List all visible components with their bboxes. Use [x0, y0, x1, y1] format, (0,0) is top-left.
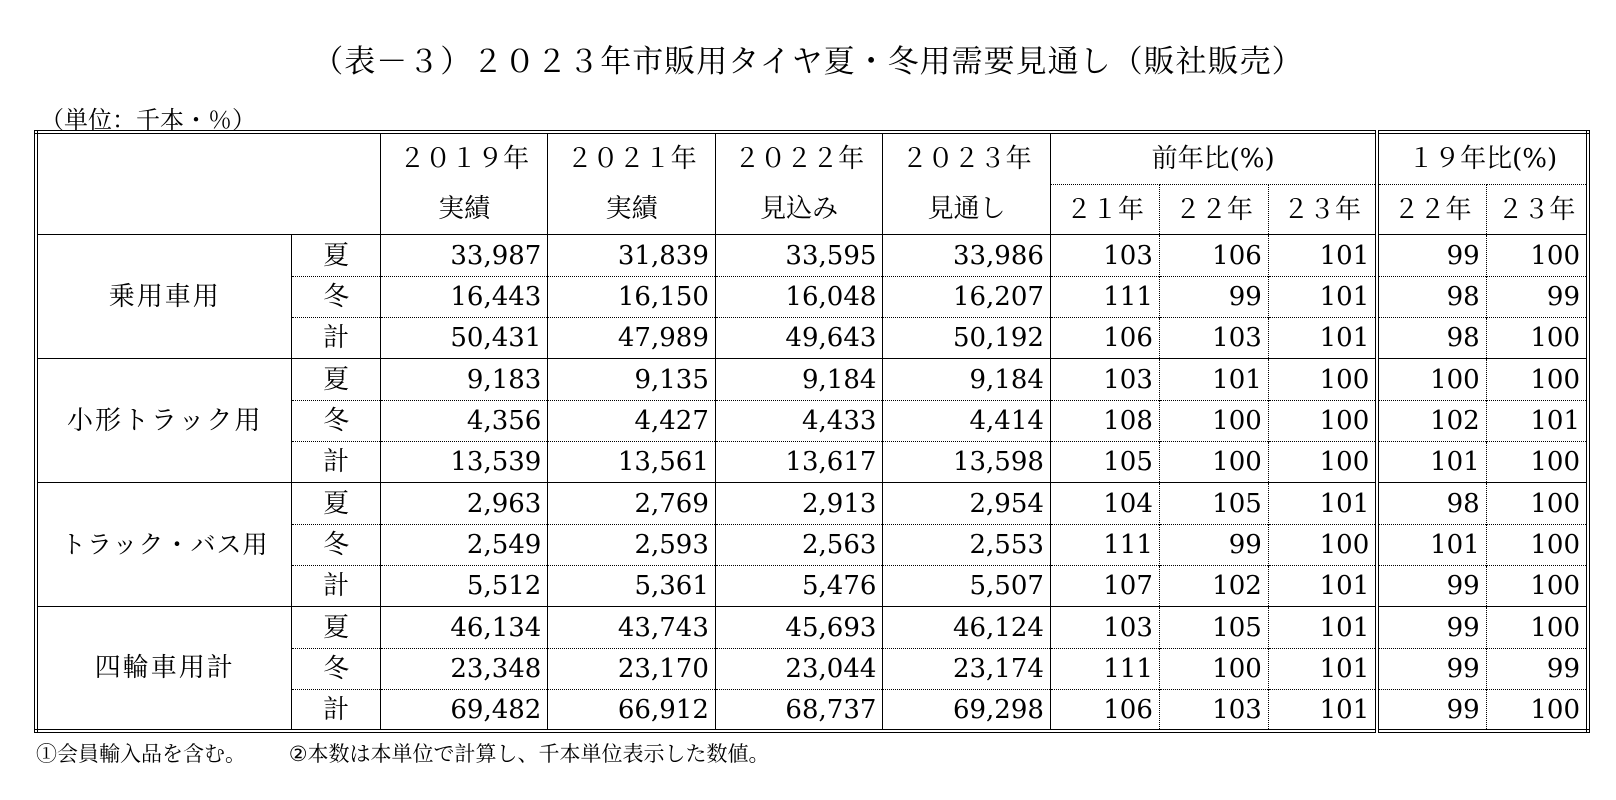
table-cell: 101 — [1268, 318, 1377, 359]
table-cell: 100 — [1268, 400, 1377, 441]
page-title: （表－３）２０２３年市販用タイヤ夏・冬用需要見通し（販社販売） — [312, 44, 1304, 80]
table-cell: 100 — [1486, 690, 1588, 731]
table-cell: 16,150 — [548, 276, 716, 317]
unit-label: （単位：千本・％） — [40, 106, 256, 134]
table-cell: 2,913 — [715, 483, 883, 524]
table-cell: 49,643 — [715, 318, 883, 359]
table-body — [36, 132, 1588, 731]
table-cell: 23,044 — [715, 648, 883, 689]
table-cell: 98 — [1377, 318, 1486, 359]
table-cell: 2,963 — [380, 483, 548, 524]
table-cell: 4,433 — [715, 400, 883, 441]
table-cell: 103 — [1050, 235, 1159, 276]
table-cell: 100 — [1486, 483, 1588, 524]
table-cell: 101 — [1377, 524, 1486, 565]
table-cell: 111 — [1050, 276, 1159, 317]
table-cell: 5,512 — [380, 566, 548, 607]
table-cell: 9,183 — [380, 359, 548, 400]
table-cell: 5,507 — [883, 566, 1051, 607]
header-yoy-21: ２１年 — [1050, 184, 1159, 235]
table-cell: 45,693 — [715, 607, 883, 648]
table-cell: 4,427 — [548, 400, 716, 441]
table-cell: 33,595 — [715, 235, 883, 276]
table-cell: 2,954 — [883, 483, 1051, 524]
table-cell: 99 — [1377, 235, 1486, 276]
table-cell: 13,539 — [380, 442, 548, 483]
table-cell: 100 — [1268, 524, 1377, 565]
table-cell: 4,356 — [380, 400, 548, 441]
table-cell: 105 — [1159, 483, 1268, 524]
table-cell: 99 — [1377, 566, 1486, 607]
table-cell: 100 — [1486, 359, 1588, 400]
table-cell: 23,170 — [548, 648, 716, 689]
table-cell: 98 — [1377, 276, 1486, 317]
table-row — [36, 483, 1588, 524]
table-cell: 16,207 — [883, 276, 1051, 317]
table-cell: 111 — [1050, 648, 1159, 689]
table-cell: 106 — [1159, 235, 1268, 276]
table-cell: 106 — [1050, 690, 1159, 731]
table-cell: 9,184 — [883, 359, 1051, 400]
category-label: 乗用車用 — [36, 235, 292, 359]
table-cell: 100 — [1377, 359, 1486, 400]
table-cell: 100 — [1486, 566, 1588, 607]
table-cell: 66,912 — [548, 690, 716, 731]
table-cell: 100 — [1486, 607, 1588, 648]
season-label: 計 — [292, 690, 380, 731]
table-cell: 46,134 — [380, 607, 548, 648]
table-cell: 103 — [1159, 690, 1268, 731]
header-2022-type: 見込み — [715, 184, 883, 235]
table-cell: 16,443 — [380, 276, 548, 317]
table-cell: 101 — [1268, 648, 1377, 689]
table-cell: 2,549 — [380, 524, 548, 565]
table-cell: 100 — [1159, 400, 1268, 441]
table-cell: 13,598 — [883, 442, 1051, 483]
category-label: 小形トラック用 — [36, 359, 292, 483]
season-label: 夏 — [292, 483, 380, 524]
table-row — [36, 607, 1588, 648]
season-label: 計 — [292, 566, 380, 607]
table-cell: 2,563 — [715, 524, 883, 565]
header-vs19-23: ２３年 — [1486, 184, 1588, 235]
table-cell: 2,553 — [883, 524, 1051, 565]
table-cell: 105 — [1050, 442, 1159, 483]
header-vs19: １９年比(%) — [1377, 132, 1588, 184]
season-label: 計 — [292, 442, 380, 483]
header-vs19-22: ２２年 — [1377, 184, 1486, 235]
table-cell: 99 — [1486, 276, 1588, 317]
table-cell: 106 — [1050, 318, 1159, 359]
header-2022-year: ２０２２年 — [715, 132, 883, 184]
header-2023-type: 見通し — [883, 184, 1051, 235]
table-cell: 23,348 — [380, 648, 548, 689]
season-label: 冬 — [292, 648, 380, 689]
table-cell: 99 — [1159, 524, 1268, 565]
table-cell: 2,769 — [548, 483, 716, 524]
table-cell: 101 — [1486, 400, 1588, 441]
table-cell: 5,361 — [548, 566, 716, 607]
header-yoy: 前年比(%) — [1050, 132, 1377, 184]
table-cell: 100 — [1486, 524, 1588, 565]
table-cell: 23,174 — [883, 648, 1051, 689]
table-cell: 2,593 — [548, 524, 716, 565]
table-cell: 101 — [1268, 690, 1377, 731]
category-label: トラック・バス用 — [36, 483, 292, 607]
table-cell: 9,184 — [715, 359, 883, 400]
table-cell: 99 — [1486, 648, 1588, 689]
table-cell: 69,298 — [883, 690, 1051, 731]
table-cell: 100 — [1486, 235, 1588, 276]
table-cell: 101 — [1159, 359, 1268, 400]
season-label: 冬 — [292, 524, 380, 565]
table-cell: 50,192 — [883, 318, 1051, 359]
table-cell: 69,482 — [380, 690, 548, 731]
season-label: 夏 — [292, 235, 380, 276]
table-cell: 31,839 — [548, 235, 716, 276]
table-cell: 101 — [1268, 566, 1377, 607]
table-cell: 99 — [1377, 648, 1486, 689]
season-label: 冬 — [292, 276, 380, 317]
table-cell: 102 — [1377, 400, 1486, 441]
table-cell: 100 — [1159, 442, 1268, 483]
season-label: 夏 — [292, 607, 380, 648]
table-row — [36, 359, 1588, 400]
season-label: 計 — [292, 318, 380, 359]
table-cell: 13,561 — [548, 442, 716, 483]
header-2023-year: ２０２３年 — [883, 132, 1051, 184]
table-cell: 47,989 — [548, 318, 716, 359]
header-2021-type: 実績 — [548, 184, 716, 235]
header-2019-type: 実績 — [380, 184, 548, 235]
footnotes — [36, 738, 806, 768]
table-cell: 107 — [1050, 566, 1159, 607]
table-cell: 99 — [1159, 276, 1268, 317]
table-cell: 100 — [1486, 318, 1588, 359]
table-cell: 101 — [1377, 442, 1486, 483]
table-cell: 103 — [1159, 318, 1268, 359]
header-yoy-23: ２３年 — [1268, 184, 1377, 235]
header-corner — [36, 132, 380, 235]
table-cell: 68,737 — [715, 690, 883, 731]
header-2021-year: ２０２１年 — [548, 132, 716, 184]
table-cell: 16,048 — [715, 276, 883, 317]
header-row-1 — [36, 132, 1588, 184]
table-cell: 46,124 — [883, 607, 1051, 648]
demand-table — [34, 130, 1590, 733]
table-cell: 99 — [1377, 607, 1486, 648]
season-label: 夏 — [292, 359, 380, 400]
table-row — [36, 235, 1588, 276]
table-cell: 104 — [1050, 483, 1159, 524]
table-cell: 101 — [1268, 607, 1377, 648]
table-cell: 98 — [1377, 483, 1486, 524]
header-2019-year: ２０１９年 — [380, 132, 548, 184]
table-cell: 101 — [1268, 235, 1377, 276]
table-cell: 100 — [1159, 648, 1268, 689]
table-cell: 111 — [1050, 524, 1159, 565]
table-cell: 108 — [1050, 400, 1159, 441]
table-cell: 102 — [1159, 566, 1268, 607]
table-cell: 33,987 — [380, 235, 548, 276]
category-label: 四輪車用計 — [36, 607, 292, 731]
footnote-1: ①会員輸入品を含む。 — [36, 742, 246, 766]
table-cell: 43,743 — [548, 607, 716, 648]
table-cell: 101 — [1268, 483, 1377, 524]
table-cell: 13,617 — [715, 442, 883, 483]
table-cell: 5,476 — [715, 566, 883, 607]
table-cell: 103 — [1050, 607, 1159, 648]
header-yoy-22: ２２年 — [1159, 184, 1268, 235]
table-cell: 50,431 — [380, 318, 548, 359]
table-cell: 105 — [1159, 607, 1268, 648]
footnote-2: ②本数は本単位で計算し、千本単位表示した数値。 — [288, 742, 770, 766]
table-cell: 101 — [1268, 276, 1377, 317]
table-cell: 100 — [1486, 442, 1588, 483]
table-cell: 9,135 — [548, 359, 716, 400]
table-cell: 100 — [1268, 442, 1377, 483]
table-cell: 99 — [1377, 690, 1486, 731]
table-cell: 100 — [1268, 359, 1377, 400]
table-cell: 103 — [1050, 359, 1159, 400]
season-label: 冬 — [292, 400, 380, 441]
table-cell: 4,414 — [883, 400, 1051, 441]
table-cell: 33,986 — [883, 235, 1051, 276]
